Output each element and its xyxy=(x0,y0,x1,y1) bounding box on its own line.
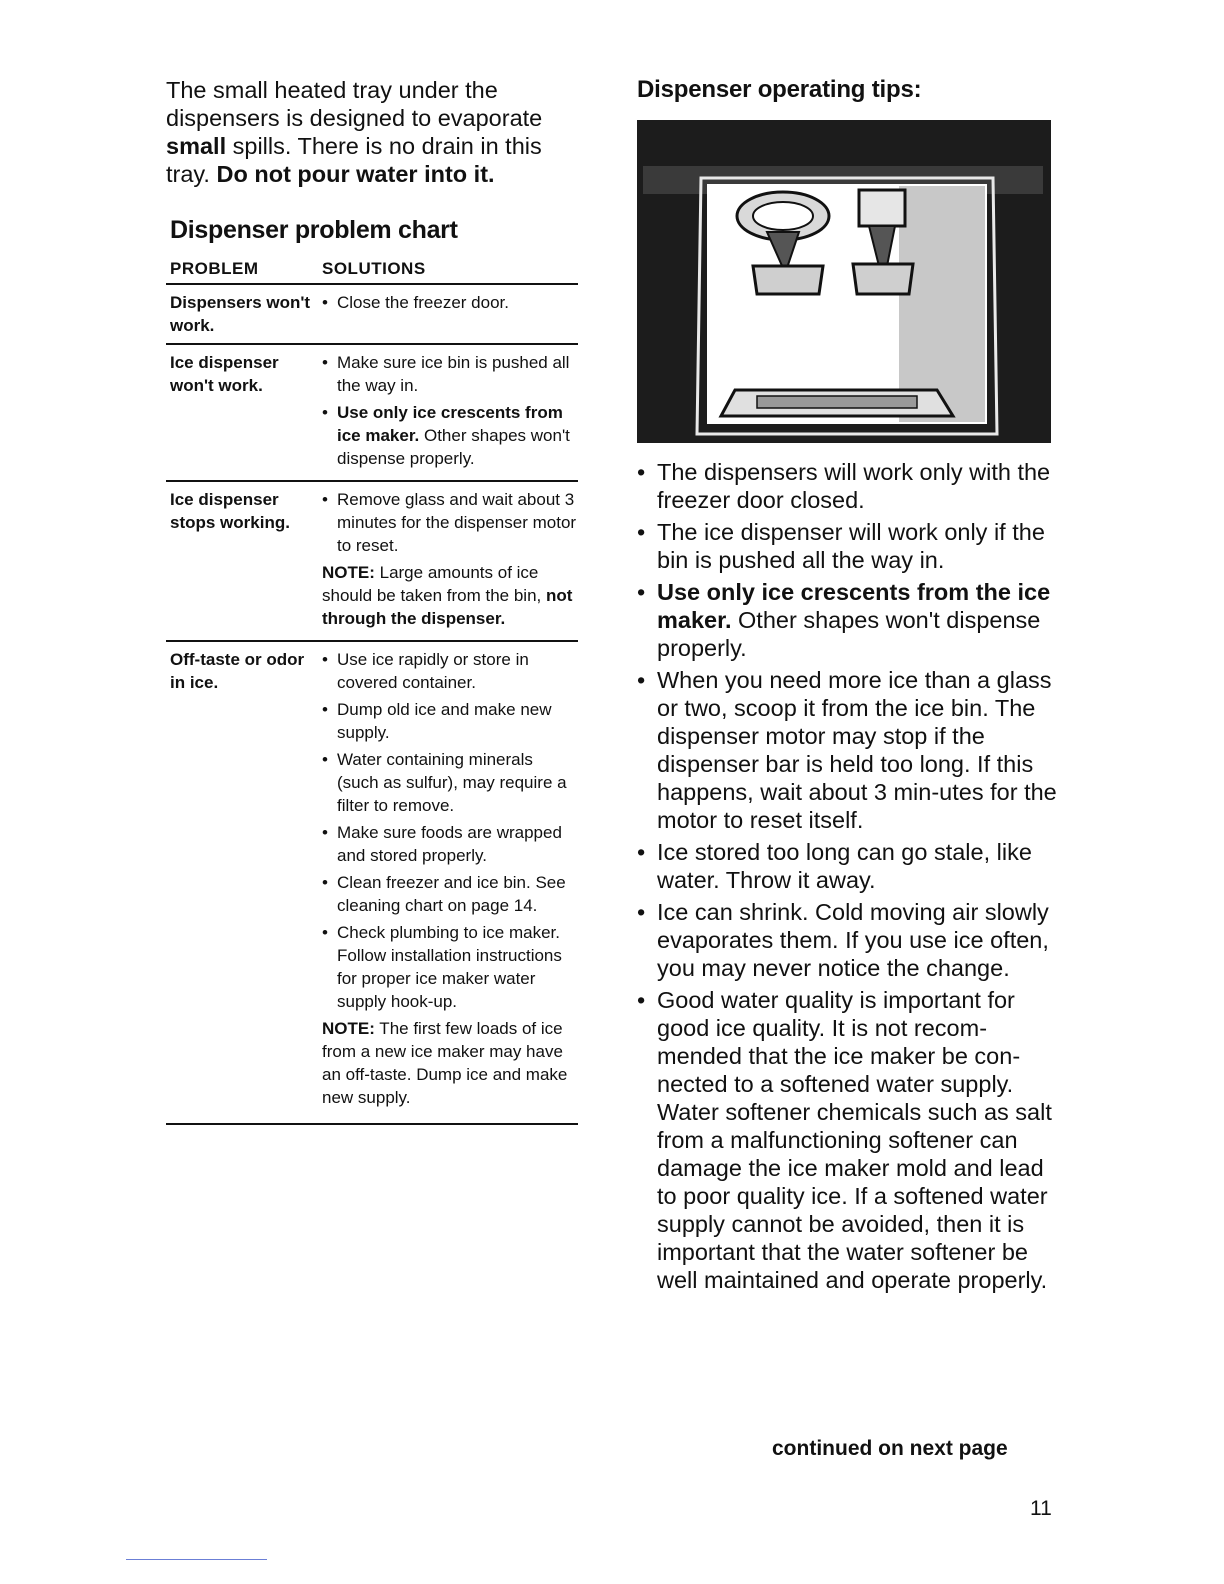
bullet-icon: • xyxy=(322,650,328,669)
bullet-icon: • xyxy=(322,293,328,312)
solution-text: Remove glass and wait about 3 minutes for the dispenser motor to reset. xyxy=(337,490,577,555)
note-label: NOTE: xyxy=(322,563,375,582)
solution-text: Water containing minerals (such as sulfur), may require a filter to remove. xyxy=(337,750,567,815)
solution-text xyxy=(337,401,578,470)
left-column xyxy=(166,76,582,1125)
table-row xyxy=(166,285,578,345)
table-header xyxy=(166,259,578,285)
tip-text: The ice dispenser will work only if the bin is pushed all the way in. xyxy=(657,519,1045,573)
column-header-solutions: SOLUTIONS xyxy=(322,259,426,278)
solution-note xyxy=(322,1017,578,1109)
recess-side-shading xyxy=(899,186,985,422)
solution-item xyxy=(322,648,578,694)
solution-item xyxy=(322,401,578,470)
intro-emphasis-small: small xyxy=(166,133,227,159)
solution-text: Use ice rapidly or store in covered container. xyxy=(337,650,529,692)
tip-emphasis: Use only ice crescents from the ice maker. xyxy=(657,579,1051,633)
problem-cell: Dispensers won't work. xyxy=(170,293,311,335)
intro-paragraph xyxy=(166,76,582,188)
solution-item xyxy=(322,698,578,744)
tip-text: The dispensers will work only with the freezer door closed. xyxy=(657,459,1051,513)
problem-chart-table xyxy=(166,259,578,1125)
solutions-cell xyxy=(322,291,578,337)
bullet-icon: • xyxy=(637,459,646,485)
solution-item xyxy=(322,871,578,917)
bullet-icon: • xyxy=(637,519,646,545)
solutions-cell xyxy=(322,488,578,634)
solution-item xyxy=(322,488,578,557)
continued-note: continued on next page xyxy=(772,1437,1008,1460)
tip-text: Ice can shrink. Cold moving air slowly evaporates them. If you use ice often, you may never notice the change. xyxy=(657,899,1049,981)
list-item xyxy=(637,578,1057,662)
table-row xyxy=(166,482,578,642)
dispenser-illustration xyxy=(637,120,1051,443)
intro-text: The small heated tray under the dispensers is designed to evaporate xyxy=(166,77,543,131)
list-item xyxy=(637,458,1057,514)
bullet-icon: • xyxy=(637,579,646,605)
ice-dispenser-paddle-icon xyxy=(753,266,823,294)
solution-item xyxy=(322,821,578,867)
bullet-icon: • xyxy=(322,353,328,372)
solution-text: Make sure foods are wrapped and stored properly. xyxy=(337,823,562,865)
bullet-icon: • xyxy=(637,899,646,925)
tip-text: When you need more ice than a glass or two, scoop it from the ice bin. The dispenser motor may stop if the dispenser bar is held too long. If this happens, wait about 3 min-utes for the motor to reset itself. xyxy=(657,667,1057,833)
solution-text-rest: Other shapes won't dispense properly. xyxy=(337,426,570,468)
bullet-icon: • xyxy=(637,839,646,865)
list-item xyxy=(637,838,1057,894)
list-item xyxy=(637,666,1057,834)
bullet-icon: • xyxy=(322,403,328,422)
solutions-cell xyxy=(322,648,578,1113)
note-text: The first few loads of ice from a new ice maker may have an off-taste. Dump ice and make new supply. xyxy=(322,1019,568,1107)
column-header-problem: PROBLEM xyxy=(170,259,259,278)
solution-item xyxy=(322,351,578,397)
bullet-icon: • xyxy=(322,823,328,842)
note-emphasis: not through the dispenser. xyxy=(322,586,573,628)
bullet-icon: • xyxy=(637,667,646,693)
solution-text: Clean freezer and ice bin. See cleaning chart on page 14. xyxy=(337,873,566,915)
tip-text: Ice stored too long can go stale, like water. Throw it away. xyxy=(657,839,1032,893)
list-item xyxy=(637,518,1057,574)
bullet-icon: • xyxy=(637,987,646,1013)
problem-chart-title: Dispenser problem chart xyxy=(170,216,458,244)
solution-text: Check plumbing to ice maker. Follow installation instructions for proper ice maker water supply hook-up. xyxy=(337,923,562,1011)
bullet-icon: • xyxy=(322,873,328,892)
tips-list xyxy=(637,458,1057,1294)
problem-cell: Ice dispenser won't work. xyxy=(170,353,279,395)
solution-text: Close the freezer door. xyxy=(337,293,509,312)
water-spout-icon xyxy=(859,190,905,226)
intro-warning: Do not pour water into it. xyxy=(216,161,495,187)
intro-text-2: spills. There is no drain in this tray. xyxy=(166,133,542,187)
tip-text xyxy=(657,578,1057,662)
right-column xyxy=(637,76,1057,1298)
list-item xyxy=(637,898,1057,982)
list-item xyxy=(637,986,1057,1294)
solution-text: Dump old ice and make new supply. xyxy=(337,700,552,742)
problem-cell: Ice dispenser stops working. xyxy=(170,490,290,532)
water-dispenser-paddle-icon xyxy=(853,264,913,294)
solution-note xyxy=(322,561,578,630)
solution-item xyxy=(322,921,578,1013)
bullet-icon: • xyxy=(322,750,328,769)
solutions-cell xyxy=(322,351,578,474)
note-text: Large amounts of ice should be taken from the bin, xyxy=(322,563,546,605)
problem-cell: Off-taste or odor in ice. xyxy=(170,650,305,692)
bullet-icon: • xyxy=(322,923,328,942)
solution-item xyxy=(322,748,578,817)
tip-text: Good water quality is important for good ice quality. It is not recom-mended that the ice maker be con-nected to a softened water supply. Water softener chemicals such as salt from a malfunctioning softener can damage the ice maker mold and lead to poor quality ice. If a softened water supply cannot be avoided, then it is important that the water softener be well maintained and operate properly. xyxy=(657,987,1052,1293)
solution-emphasis: Use only ice crescents from ice maker. xyxy=(337,403,563,445)
bullet-icon: • xyxy=(322,700,328,719)
page-number: 11 xyxy=(1030,1497,1052,1520)
drip-tray-grille-icon xyxy=(757,396,917,408)
solution-item xyxy=(322,291,578,314)
tip-text-rest: Other shapes won't dispense properly. xyxy=(657,607,1041,661)
bullet-icon: • xyxy=(322,490,328,509)
tips-title: Dispenser operating tips: xyxy=(637,76,922,103)
solution-text: Make sure ice bin is pushed all the way in. xyxy=(337,353,570,395)
table-row xyxy=(166,345,578,482)
table-row xyxy=(166,642,578,1125)
footer-rule xyxy=(126,1559,267,1560)
ice-chute-opening-icon xyxy=(753,202,813,230)
note-label: NOTE: xyxy=(322,1019,375,1038)
